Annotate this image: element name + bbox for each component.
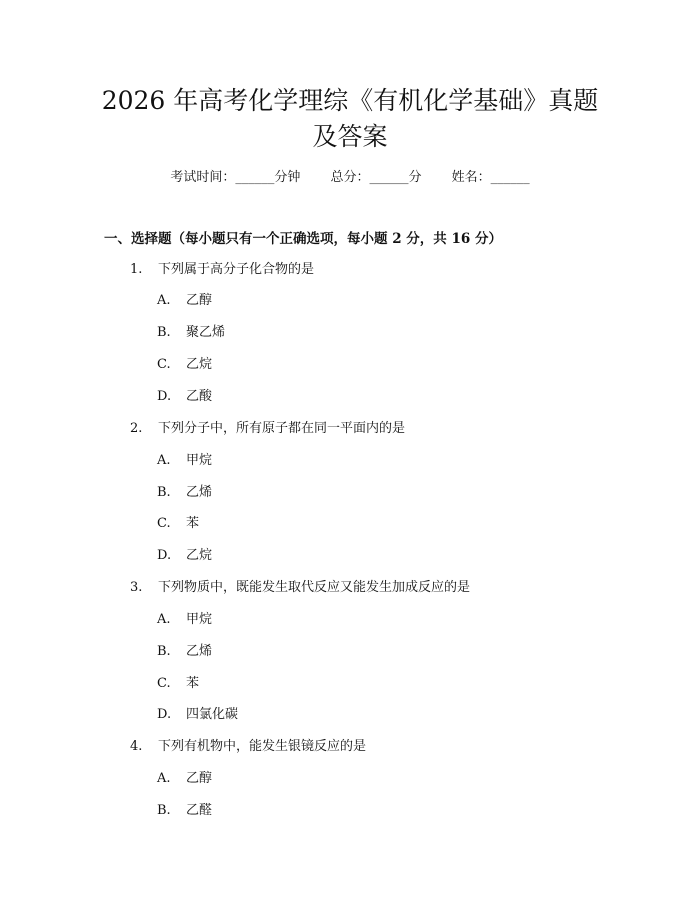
exam-info-line bbox=[0, 168, 700, 188]
question-2 bbox=[130, 419, 405, 439]
option-letter: D. bbox=[157, 389, 172, 404]
option-letter: B. bbox=[157, 485, 171, 500]
page-title-line-2: 及答案 bbox=[312, 122, 388, 151]
option-item bbox=[157, 674, 199, 694]
option-item bbox=[157, 483, 212, 503]
exam-time-blank: ______ bbox=[235, 170, 275, 185]
option-text: 乙醇 bbox=[186, 771, 213, 786]
option-text: 乙醇 bbox=[186, 293, 213, 308]
question-3 bbox=[130, 578, 470, 598]
option-text: 苯 bbox=[186, 516, 200, 531]
student-name-blank: ______ bbox=[490, 170, 530, 185]
option-text: 四氯化碳 bbox=[186, 707, 239, 722]
option-item bbox=[157, 610, 212, 630]
option-text: 甲烷 bbox=[186, 453, 213, 468]
option-letter: D. bbox=[157, 548, 172, 563]
option-item bbox=[157, 291, 212, 311]
question-4 bbox=[130, 737, 366, 757]
option-text: 乙烷 bbox=[186, 548, 213, 563]
question-number: 2. bbox=[130, 421, 143, 436]
option-text: 乙烯 bbox=[186, 485, 213, 500]
option-text: 甲烷 bbox=[186, 612, 213, 627]
exam-time-label: 考试时间： bbox=[170, 170, 236, 185]
option-letter: C. bbox=[157, 357, 171, 372]
option-text: 聚乙烯 bbox=[186, 325, 226, 340]
option-item bbox=[157, 546, 212, 566]
option-letter: D. bbox=[157, 707, 172, 722]
total-score-field bbox=[330, 168, 421, 188]
option-letter: A. bbox=[157, 453, 171, 468]
total-score-label: 总分： bbox=[330, 170, 370, 185]
option-text: 乙酸 bbox=[186, 389, 213, 404]
total-score-unit: 分 bbox=[408, 170, 422, 185]
option-item bbox=[157, 642, 212, 662]
question-1 bbox=[130, 260, 314, 280]
option-item bbox=[157, 514, 199, 534]
option-letter: B. bbox=[157, 803, 171, 818]
exam-time-field bbox=[170, 168, 300, 188]
option-item bbox=[157, 323, 225, 343]
question-text: 下列有机物中，能发生银镜反应的是 bbox=[158, 739, 367, 754]
question-text: 下列属于高分子化合物的是 bbox=[158, 262, 315, 277]
option-letter: A. bbox=[157, 771, 171, 786]
student-name-label: 姓名： bbox=[451, 170, 491, 185]
option-text: 乙醛 bbox=[186, 803, 213, 818]
question-number: 1. bbox=[130, 262, 143, 277]
option-letter: B. bbox=[157, 644, 171, 659]
option-item bbox=[157, 355, 212, 375]
option-letter: A. bbox=[157, 612, 171, 627]
option-item bbox=[157, 769, 212, 789]
exam-time-unit: 分钟 bbox=[274, 170, 301, 185]
option-letter: C. bbox=[157, 516, 171, 531]
option-text: 乙烯 bbox=[186, 644, 213, 659]
question-text: 下列分子中，所有原子都在同一平面内的是 bbox=[158, 421, 406, 436]
option-item bbox=[157, 705, 238, 725]
question-number: 4. bbox=[130, 739, 143, 754]
option-item bbox=[157, 387, 212, 407]
option-text: 乙烷 bbox=[186, 357, 213, 372]
option-item bbox=[157, 801, 212, 821]
option-text: 苯 bbox=[186, 676, 200, 691]
option-letter: B. bbox=[157, 325, 171, 340]
option-letter: A. bbox=[157, 293, 171, 308]
student-name-field bbox=[452, 168, 530, 188]
question-number: 3. bbox=[130, 580, 143, 595]
page-title-line-1: 2026 年高考化学理综《有机化学基础》真题 bbox=[101, 86, 599, 115]
section-heading: 一、选择题（每小题只有一个正确选项，每小题 2 分，共 16 分） bbox=[104, 231, 502, 247]
question-text: 下列物质中，既能发生取代反应又能发生加成反应的是 bbox=[158, 580, 471, 595]
option-item bbox=[157, 451, 212, 471]
total-score-blank: ______ bbox=[369, 170, 409, 185]
option-letter: C. bbox=[157, 676, 171, 691]
